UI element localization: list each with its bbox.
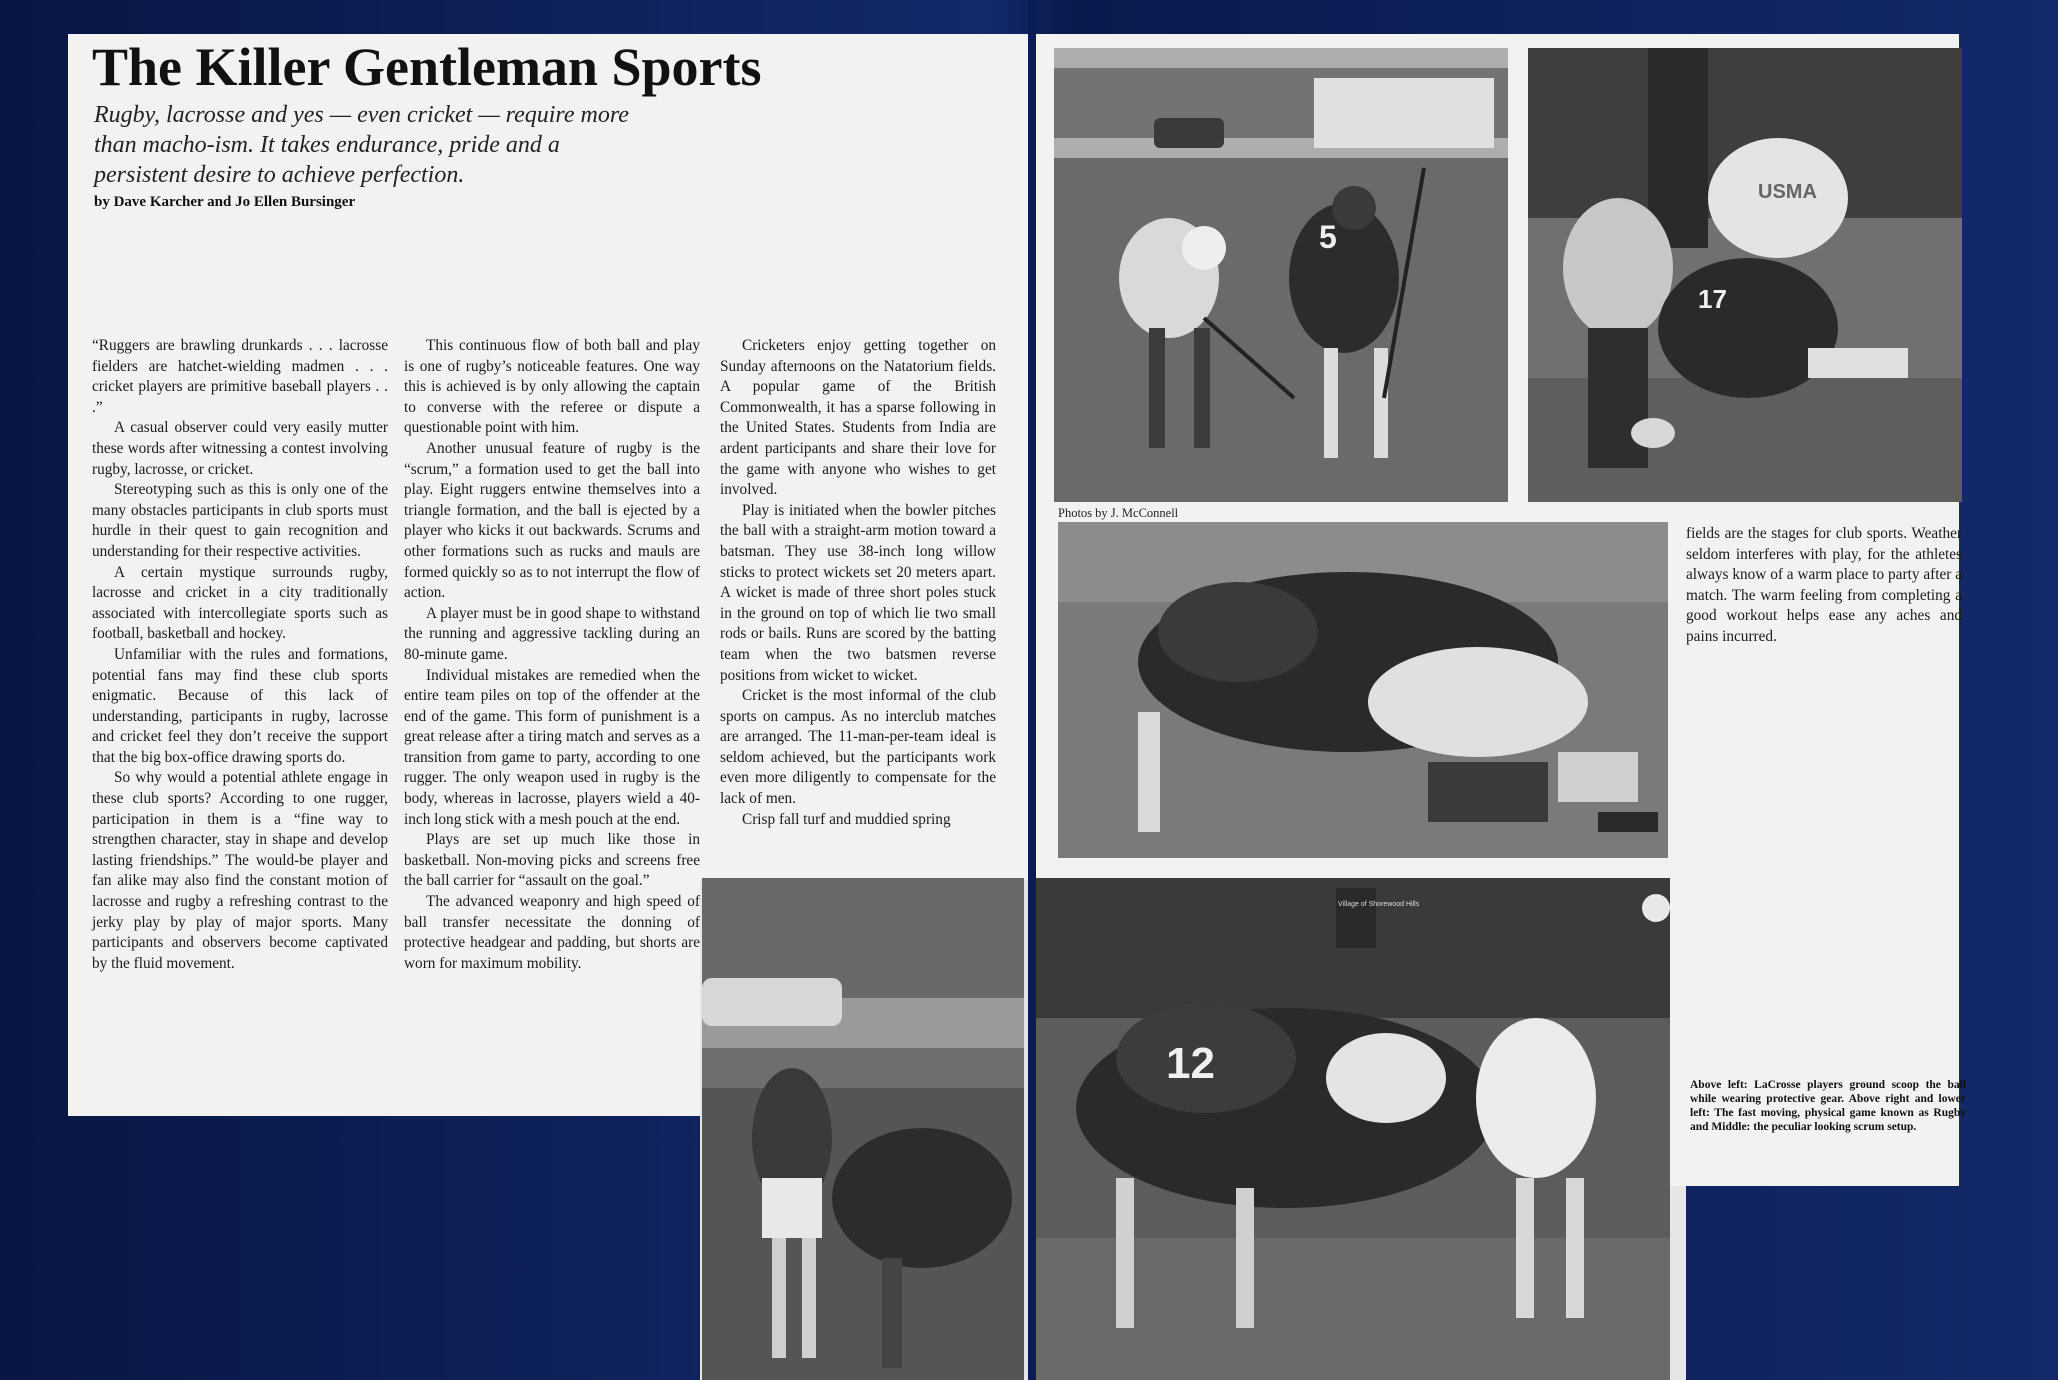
rugby-lineout-photo bbox=[702, 878, 1024, 1380]
paragraph: Cricketers enjoy getting together on Sunday afternoons on the Natatorium fields. A popular game of the British Commonwealth, it has a sparse following in the United States. Students from India are ardent participants and share their love for the game with anyone who wishes to get involved. bbox=[720, 337, 996, 499]
rugby-loose-ball-photo bbox=[1528, 48, 1962, 502]
article-column-2 bbox=[404, 336, 700, 1106]
paragraph: Individual mistakes are remedied when the entire team piles on top of the offender at the end of the game. This form of punishment is a great release after a tiring match and serves as a transition from game to party, according to one rugger. The only weapon used in rugby is the body, whereas in lacrosse, players wield a 40-inch long stick with a mesh pouch at the end. bbox=[404, 666, 700, 828]
paragraph: “Ruggers are brawling drunkards . . . lacrosse fielders are hatchet-wielding madmen . . . cricket players are primitive baseball players . . .” bbox=[92, 337, 388, 416]
paragraph: Stereotyping such as this is only one of the many obstacles participants in club sports must hurdle in their quest to gain recognition and understanding for their respective activities. bbox=[92, 481, 388, 560]
article-deck: Rugby, lacrosse and yes — even cricket — require more than macho-ism. It takes endurance, pride and a persistent desire to achieve perfection. bbox=[94, 102, 629, 188]
paragraph: So why would a potential athlete engage in these club sports? According to one rugger, participation in them is a “fine way to strengthen character, stay in shape and develop lasting friendships.” The would-be player and fan alike may also find the constant motion of lacrosse and rugby a refreshing contrast to the jerky play by play of major sports. Many participants and observers become captivated by the fluid movement. bbox=[92, 769, 388, 972]
jersey-number-label: 17 bbox=[1698, 284, 1727, 314]
paragraph: A casual observer could very easily mutter these words after witnessing a contest involving rugby, lacrosse, or cricket. bbox=[92, 419, 388, 478]
lacrosse-photo bbox=[1054, 48, 1508, 502]
paragraph: fields are the stages for club sports. Weather seldom interferes with play, for the athletes always know of a warm place to party after a match. The warm feeling from completing a good workout helps ease any aches and pains incurred. bbox=[1686, 525, 1962, 645]
paragraph: Crisp fall turf and muddied spring bbox=[742, 810, 951, 828]
paragraph: Unfamiliar with the rules and formations, potential fans may find these club sports enigmatic. Because of this lack of understanding, participants in rugby, lacrosse and cricket feel they don’t receive the support that the big box-office drawing sports do. bbox=[92, 645, 388, 766]
paragraph: Play is initiated when the bowler pitches the ball with a straight-arm motion toward a batsman. They use 38-inch long willow sticks to protect wickets set 20 meters apart. A wicket is made of three short poles stuck in the ground on top of which lie two small rods or bails. Runs are scored by the batting team when the two batsmen reverse positions from wicket to wicket. bbox=[720, 501, 996, 684]
photo-caption: Above left: LaCrosse players ground scoop the ball while wearing protective gear. Above right and lower left: The fast moving, physical game known as Rugby and Middle: the peculiar looking scrum setup. bbox=[1690, 1079, 1966, 1133]
article-column-3 bbox=[720, 336, 996, 856]
paragraph: A player must be in good shape to withstand the running and aggressive tackling during an 80-minute game. bbox=[404, 604, 700, 663]
paragraph: Cricket is the most informal of the club sports on campus. As no interclub matches are arranged. The 11-man-per-team ideal is seldom achieved, but the participants work even more diligently to compensate for the lack of men. bbox=[720, 687, 996, 808]
photo-credit: Photos by J. McConnell bbox=[1058, 506, 1179, 520]
article-column-4 bbox=[1686, 524, 1962, 648]
article-column-1 bbox=[92, 336, 388, 1106]
paragraph: A certain mystique surrounds rugby, lacrosse and cricket in a city traditionally associated with intercollegiate sports such as football, basketball and hockey. bbox=[92, 563, 388, 643]
paragraph: Plays are set up much like those in basketball. Non-moving picks and screens free the ball carrier for “assault on the goal.” bbox=[404, 831, 700, 890]
paragraph: The advanced weaponry and high speed of ball transfer necessitate the donning of protective headgear and padding, but shorts are worn for maximum mobility. bbox=[404, 893, 700, 972]
jersey-number-label: 5 bbox=[1319, 219, 1337, 255]
paragraph: Another unusual feature of rugby is the “scrum,” a formation used to get the ball into play. Eight ruggers entwine themselves into a triangle formation, and the ball is ejected by a player who kicks it out backwards. Scrums and other formations such as rucks and mauls are formed quickly so as to not interrupt the flow of action. bbox=[404, 439, 700, 602]
page-gutter bbox=[1028, 0, 1036, 1380]
village-sign-text: Village of Shorewood Hills bbox=[1338, 901, 1420, 908]
scrum-photo bbox=[1058, 522, 1668, 858]
shirt-text: USMA bbox=[1758, 181, 1817, 203]
byline: by Dave Karcher and Jo Ellen Bursinger bbox=[94, 194, 356, 210]
jersey-number-label: 12 bbox=[1166, 1039, 1215, 1088]
rugby-ruck-photo bbox=[1036, 878, 1670, 1380]
article-title: The Killer Gentleman Sports bbox=[92, 37, 762, 97]
paragraph: This continuous flow of both ball and play is one of rugby’s noticeable features. One way this is achieved is by only allowing the captain to converse with the referee or dispute a questionable point with him. bbox=[404, 337, 700, 437]
